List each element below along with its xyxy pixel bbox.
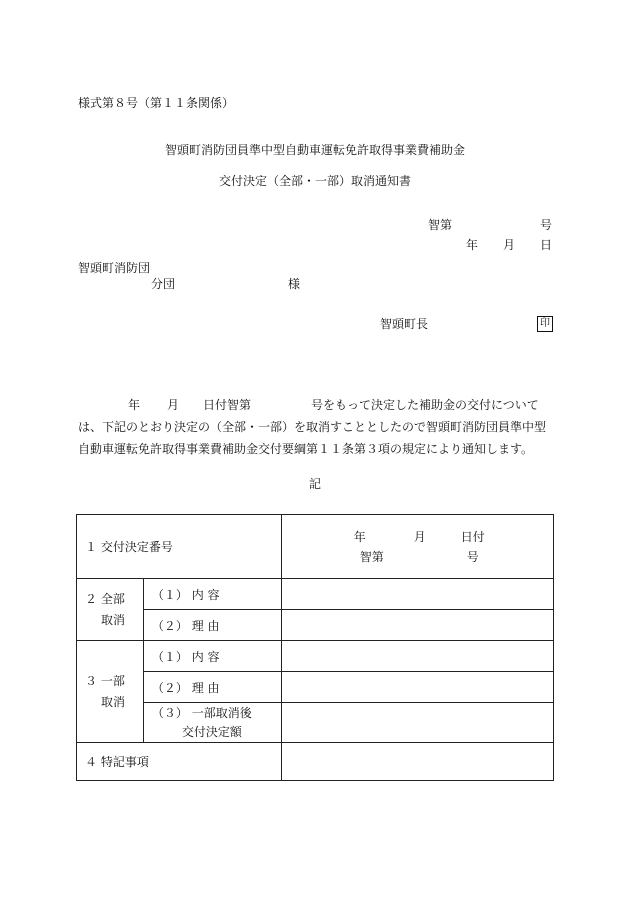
- body-day-prefix: 日付智第: [203, 398, 252, 412]
- body-line3: 自動車運転免許取得事業費補助金交付要綱第１１条第３項の規定により通知します。: [78, 442, 534, 456]
- date-month: 月: [503, 238, 516, 252]
- table-row: [77, 672, 554, 703]
- full-cancel-item1-cell: [143, 579, 281, 610]
- full-cancel-item2: （２） 理 由: [151, 618, 220, 633]
- title-line1: 智頭町消防団員準中型自動車運転免許取得事業費補助金: [164, 143, 465, 157]
- table-row: [77, 703, 554, 743]
- title-line2: 交付決定（全部・一部）取消通知書: [218, 174, 411, 188]
- full-cancel-item2-value: [281, 610, 553, 641]
- body-line2: は、下記のとおり決定の（全部・一部）を取消すこととしたので智頭町消防団員準中型: [78, 420, 547, 434]
- table-row: [77, 743, 554, 781]
- special-notes-label-cell: [77, 743, 282, 781]
- partial-cancel-item1: （１） 内 容: [151, 649, 220, 664]
- special-notes-label: ４ 特記事項: [85, 755, 149, 769]
- ki-heading: 記: [308, 477, 321, 491]
- partial-cancel-item2: （２） 理 由: [151, 680, 220, 695]
- recipient-branch: 分団: [151, 277, 176, 291]
- partial-cancel-item1-value: [281, 641, 553, 672]
- body-month: 月: [167, 398, 180, 412]
- table-row: [77, 641, 554, 672]
- decision-day: 日付: [460, 530, 485, 544]
- recipient-org: 智頭町消防団: [78, 261, 151, 275]
- decision-number-value-cell: [281, 515, 553, 579]
- full-cancel-label-line1: ２ 全部: [85, 591, 125, 606]
- decision-number-label: １ 交付決定番号: [85, 540, 173, 554]
- partial-cancel-item3-line2: 交付決定額: [181, 724, 242, 739]
- decision-no-suffix: 号: [466, 550, 479, 564]
- partial-cancel-label-cell: [77, 641, 144, 743]
- full-cancel-label-cell: [77, 579, 144, 641]
- sender-title: 智頭町長: [380, 317, 429, 331]
- decision-no-prefix: 智第: [359, 550, 384, 564]
- decision-year: 年: [353, 530, 366, 544]
- partial-cancel-item1-cell: [143, 641, 281, 672]
- date-year: 年: [466, 238, 479, 252]
- partial-cancel-item3-value: [281, 703, 553, 743]
- date-day: 日: [540, 238, 553, 252]
- partial-cancel-item3-line1: （３） 一部取消後: [151, 705, 252, 720]
- details-table: [76, 514, 554, 781]
- special-notes-value: [281, 743, 553, 781]
- decision-month: 月: [413, 530, 426, 544]
- partial-cancel-label-line2: 取消: [101, 694, 126, 709]
- recipient-honorific: 様: [288, 277, 301, 291]
- body-line1-rest: 号をもって決定した補助金の交付について: [311, 398, 539, 412]
- seal-mark: 印: [537, 316, 553, 332]
- partial-cancel-item2-value: [281, 672, 553, 703]
- full-cancel-item1: （１） 内 容: [151, 587, 220, 602]
- partial-cancel-item2-cell: [143, 672, 281, 703]
- form-label: 様式第８号（第１１条関係）: [78, 96, 235, 110]
- full-cancel-item2-cell: [143, 610, 281, 641]
- partial-cancel-label-line1: ３ 一部: [85, 673, 125, 688]
- partial-cancel-item3-cell: [143, 703, 281, 743]
- table-row: [77, 610, 554, 641]
- full-cancel-item1-value: [281, 579, 553, 610]
- decision-number-label-cell: [77, 515, 282, 579]
- body-paragraph: [78, 394, 554, 460]
- doc-number-prefix: 智第: [428, 218, 453, 232]
- body-line1: [78, 394, 554, 416]
- body-year: 年: [128, 398, 141, 412]
- doc-number-suffix: 号: [540, 218, 553, 232]
- full-cancel-label-line2: 取消: [101, 612, 126, 627]
- table-row: [77, 579, 554, 610]
- table-row: [77, 515, 554, 579]
